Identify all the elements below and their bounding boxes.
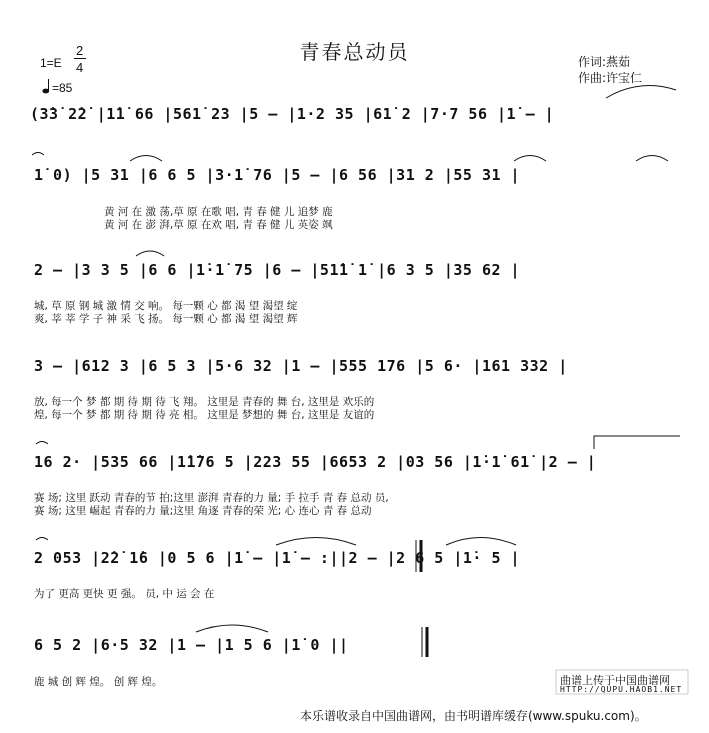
lyrics-row-3-verse-1: 城, 草 原 钢 城 激 情 交 响。 每一颗 心 都 渴 望 渴望 绽 [34, 300, 298, 312]
footer-source: 本乐谱收录自中国曲谱网，由书明谱库缓存(www.spuku.com)。 [300, 709, 647, 723]
time-signature-top: 2 [76, 43, 84, 58]
tie [196, 625, 268, 632]
lyricist-credit: 作词:燕茹 [578, 55, 631, 69]
lyrics-row-4-verse-2: 煌, 每一个 梦 都 期 待 期 待 亮 相。 这里是 梦想的 舞 台, 这里是 友谊的 [34, 409, 375, 421]
lyrics-row-5-verse-2: 赛 场; 这里 崛起 青春的力 量;这里 角逐 青春的荣 光; 心 连心 青 春 总动 [34, 505, 372, 517]
slur [276, 538, 356, 546]
key-signature: 1=E [40, 56, 62, 70]
lyrics-row-7: 鹿 城 创 辉 煌。 创 辉 煌。 [34, 676, 163, 688]
notes-row-3: 2 – |3 3 5 |6 6 |1̇·1̇ 75 |6 – |51̇1̇ 1̇ |6 3 5 |35 62 | [34, 261, 521, 279]
notes-row-4: 3 – |612 3 |6 5 3 |5·6 32 |1 – |555 176 |5 6· |161 332 | [34, 357, 568, 375]
slur [636, 156, 668, 162]
tie [36, 538, 48, 541]
tie [32, 153, 44, 156]
slur [130, 156, 162, 162]
tie [446, 538, 516, 546]
tempo-marking: =85 [52, 81, 73, 95]
notes-row-6: 2 053 |2̇2̇ 1̇6 |0 5 6 |1̇ – |1̇ – :||2 – |2 6 5 |1̇· 5 | [34, 549, 521, 567]
notes-row-1: (3̇3̇ 2̇2̇ |1̇1̇ 66 |561̇ 23 |5 – |1·2 35 |61̇ 2 |7·7 56 |1̇ – | [30, 105, 555, 123]
slur [514, 156, 546, 162]
composer-credit: 作曲:许宝仁 [578, 71, 643, 85]
song-title: 青春总动员 [299, 40, 410, 64]
notes-row-2: 1̇ 0) |5 31 |6 6 5 |3·1̇ 76 |5 – |6 56 |31 2 |55 31 | [34, 166, 521, 184]
notes-row-7: 6 5 2 |6·5 32 |1 – |1 5 6 |1̇ 0 || [34, 636, 349, 654]
lyrics-row-2-verse-2: 黄 河 在 澎 湃,草 原 在欢 唱, 青 春 健 儿 英姿 飒 [104, 219, 333, 231]
watermark-url: HTTP://QUPU.HAOB1.NET [560, 685, 683, 694]
lyrics-row-3-verse-2: 爽, 莘 莘 学 子 神 采 飞 扬。 每一颗 心 都 渴 望 渴望 辉 [34, 313, 298, 325]
slur [606, 86, 676, 99]
volta-bracket [594, 436, 680, 449]
lyrics-row-5-verse-1: 赛 场; 这里 跃动 青春的节 拍;这里 澎湃 青春的力 量; 手 拉手 青 春 总动 员, [34, 492, 389, 504]
slur [136, 251, 164, 256]
notes-row-5: 16 2· |535 66 |1̇1̇76 5 |223 55 |6653 2 |03 56 |1̇·1̇ 61̇ |2 – | [34, 453, 597, 471]
lyrics-row-4-verse-1: 放, 每一个 梦 都 期 待 期 待 飞 翔。 这里是 青春的 舞 台, 这里是 欢乐的 [34, 396, 375, 408]
time-signature-bottom: 4 [76, 60, 84, 75]
watermark-site: 曲谱上传于中国曲谱网 [560, 674, 670, 687]
lyrics-row-6: 为了 更高 更快 更 强。 员, 中 运 会 在 [34, 588, 215, 600]
lyrics-row-2-verse-1: 黄 河 在 激 荡,草 原 在歌 唱, 青 春 健 儿 追梦 鹿 [104, 206, 333, 218]
tie [36, 442, 48, 445]
